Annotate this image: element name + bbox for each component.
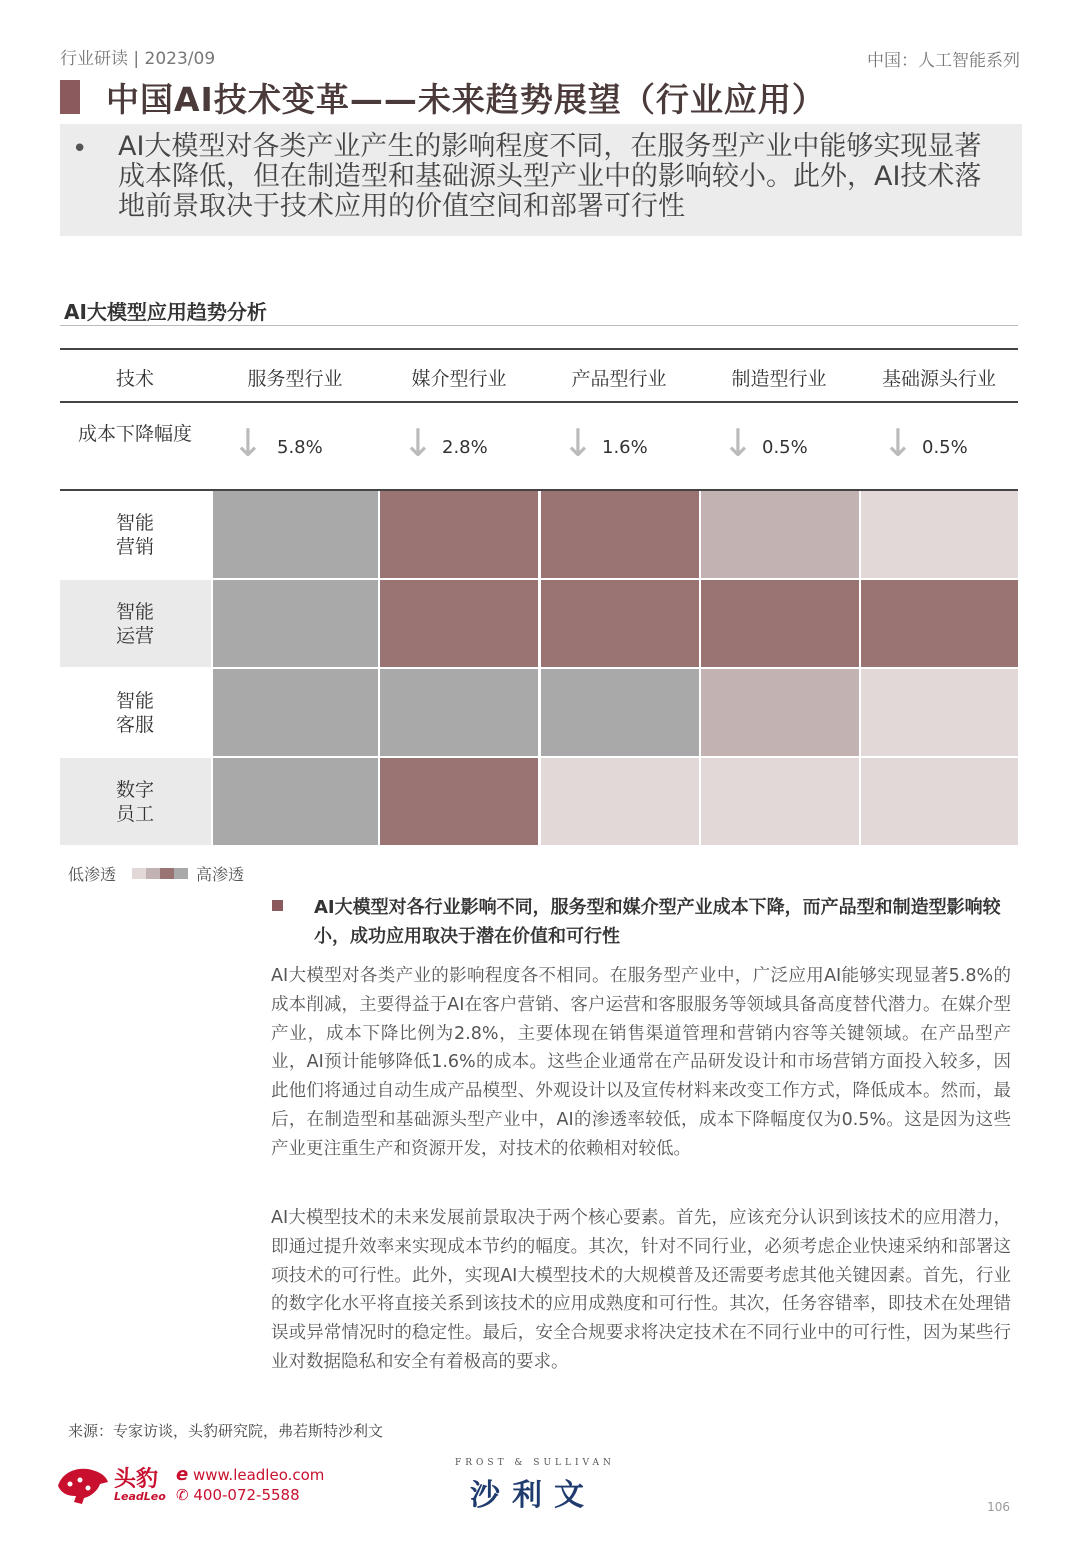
partner-name-en: FROST & SULLIVAN [455, 1458, 615, 1468]
row-label: 数字 员工 [115, 779, 154, 825]
partner-name-cn: 沙利文 [470, 1478, 596, 1513]
cost-down-value: 1.6% [602, 437, 648, 458]
report-series-name: 中国：人工智能系列 [867, 51, 1020, 71]
website-text: www.leadleo.com [193, 1466, 325, 1484]
heatmap-cell [541, 580, 699, 667]
report-series-date: 行业研读 | 2023/09 [60, 49, 216, 69]
down-arrow-icon: ↓ [402, 421, 434, 465]
key-point-bullet [272, 900, 283, 911]
table-header-rule [60, 401, 1018, 403]
page-number: 106 [987, 1500, 1010, 1514]
heatmap-cell [380, 758, 538, 845]
heatmap-cell [380, 491, 538, 578]
heatmap-cell [701, 491, 859, 578]
web-e-icon: e [176, 1464, 189, 1485]
phone-text: 400-072-5588 [193, 1486, 300, 1504]
heatmap-cell [213, 669, 378, 756]
down-arrow-icon: ↓ [882, 421, 914, 465]
row-label: 智能 客服 [115, 690, 154, 736]
column-header: 产品型行业 [571, 368, 667, 390]
column-header: 服务型行业 [247, 368, 343, 390]
down-arrow-icon: ↓ [562, 421, 594, 465]
column-header: 基础源头行业 [881, 368, 996, 390]
legend-high-label: 高渗透 [196, 865, 245, 884]
heatmap-cell [380, 580, 538, 667]
source-note: 来源：专家访谈，头豹研究院，弗若斯特沙利文 [68, 1422, 384, 1440]
brand-name-cn: 头豹 [114, 1467, 159, 1492]
title-accent-bar [60, 80, 80, 114]
chart-title-divider [60, 325, 1018, 326]
website-link[interactable] [176, 1464, 324, 1485]
phone-number [176, 1486, 300, 1504]
column-header: 媒介型行业 [411, 368, 507, 390]
summary-text: AI大模型对各类产业产生的影响程度不同，在服务型产业中能够实现显著成本降低，但在制造型和基础源头型产业中的影响较小。此外，AI技术落地前景取决于技术应用的价值空间和部署可行性 [118, 131, 982, 222]
down-arrow-icon: ↓ [722, 421, 754, 465]
down-arrow-icon: ↓ [232, 421, 264, 465]
corner-label: 技术 [115, 368, 154, 390]
heatmap-cell [541, 758, 699, 845]
body-paragraph: AI大模型技术的未来发展前景取决于两个核心要素。首先，应该充分认识到该技术的应用潜力，即通过提升效率来实现成本节约的幅度。其次，针对不同行业，必须考虑企业快速采纳和部署这项技术的可行性。此外，实现AI大模型技术的大规模普及还需要考虑其他关键因素。首先，行业的数字化水平将直接关系到该技术的应用成熟度和可行性。其次，任务容错率，即技术在处理错误或异常情况时的稳定性。最后，安全合规要求将决定技术在不同行业中的可行性，因为某些行业对数据隐私和安全有着极高的要求。 [271, 1208, 1011, 1372]
heatmap-cell [213, 491, 378, 578]
heatmap-cell [213, 580, 378, 667]
heatmap-cell [213, 758, 378, 845]
heatmap-cell [701, 758, 859, 845]
summary-bullet: • [72, 134, 88, 164]
column-header: 制造型行业 [731, 368, 827, 390]
cost-down-value: 0.5% [762, 437, 808, 458]
key-point: AI大模型对各行业影响不同，服务型和媒介型产业成本下降，而产品型和制造型影响较小，成功应用取决于潜在价值和可行性 [314, 897, 1001, 947]
row-label: 智能 营销 [115, 512, 154, 558]
heatmap-cell [541, 491, 699, 578]
legend-low-label: 低渗透 [68, 865, 117, 884]
heatmap-cell [861, 758, 1018, 845]
cost-down-value: 2.8% [442, 437, 488, 458]
brand-name-en: LeadLeo [114, 1490, 166, 1503]
legend-gradient [132, 868, 188, 879]
row-label: 智能 运营 [115, 601, 154, 647]
leadleo-leopard-icon [54, 1462, 110, 1504]
heatmap-cell [861, 669, 1018, 756]
cost-down-value: 5.8% [277, 437, 323, 458]
heatmap-cell [861, 491, 1018, 578]
cost-down-value: 0.5% [922, 437, 968, 458]
heatmap-cell [861, 580, 1018, 667]
phone-icon: ✆ [176, 1486, 189, 1504]
body-paragraph: AI大模型对各类产业的影响程度各不相同。在服务型产业中，广泛应用AI能够实现显著5.8%的成本削减，主要得益于AI在客户营销、客户运营和客服服务等领域具备高度替代潜力。在媒介型产业，成本下降比例为2.8%，主要体现在销售渠道管理和营销内容等关键领域。在产品型产业，AI预计能够降低1.6%的成本。这些企业通常在产品研发设计和市场营销方面投入较多，因此他们将通过自动生成产品模型、外观设计以及宣传材料来改变工作方式，降低成本。然而，最后，在制造型和基础源头型产业中，AI的渗透率较低，成本下降幅度仅为0.5%。这是因为这些产业更注重生产和资源开发，对技术的依赖相对较低。 [271, 966, 1011, 1159]
heatmap-cell [380, 669, 538, 756]
heatmap-cell [701, 669, 859, 756]
chart-title: AI大模型应用趋势分析 [64, 300, 267, 324]
heatmap-cell [541, 669, 699, 756]
cost-row-label: 成本下降幅度 [77, 423, 192, 445]
heatmap-cell [701, 580, 859, 667]
table-top-rule [60, 348, 1018, 350]
page-title: 中国AI技术变革——未来趋势展望（行业应用） [106, 80, 826, 119]
